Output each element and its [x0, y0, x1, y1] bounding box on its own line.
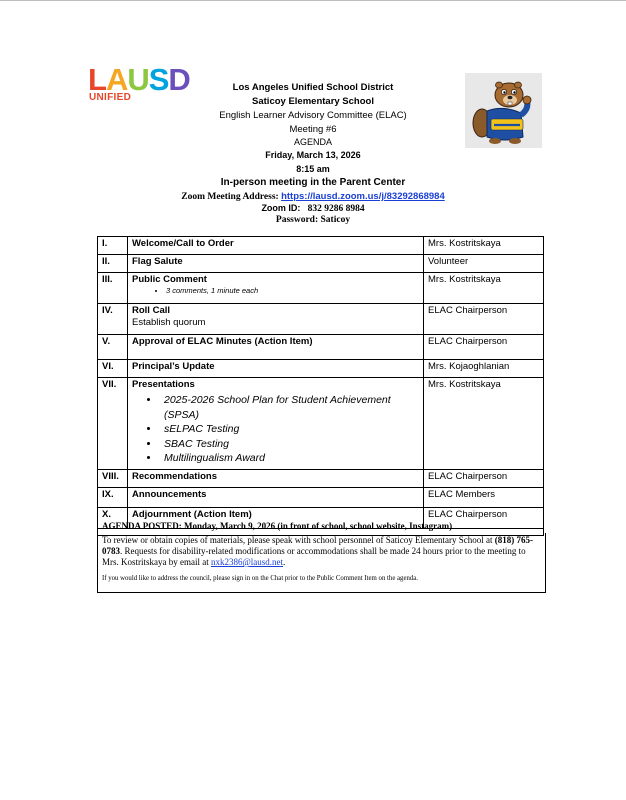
notice-period: . [283, 557, 286, 567]
page-top-border [0, 0, 626, 1]
school-phone: (818) 765-0783 [102, 535, 534, 556]
school-name: Saticoy Elementary School [252, 96, 374, 107]
presentation-item: • sELPAC Testing [160, 422, 419, 437]
agenda-item-title: Flag Salute [132, 256, 183, 267]
presentation-item: • Multilingualism Award [160, 451, 419, 466]
agenda-item-number: IX. [98, 487, 128, 507]
agenda-row [98, 273, 544, 304]
meeting-time: 8:15 am [296, 164, 330, 174]
agenda-item-number: VIII. [98, 469, 128, 487]
contact-email-link[interactable]: nxk2386@lausd.net [210, 557, 284, 567]
agenda-item-title: Public Comment [132, 274, 207, 285]
agenda-posted-line: AGENDA POSTED: Monday, March 9, 2026 (in front of school, school website, Instagram) [97, 519, 544, 536]
agenda-row [98, 335, 544, 360]
agenda-item-title: Principal’s Update [132, 361, 215, 372]
meeting-number: Meeting #6 [289, 124, 337, 135]
password-line [0, 215, 626, 226]
agenda-item-lead: Mrs. Kostritskaya [424, 378, 544, 470]
agenda-row [98, 378, 544, 470]
agenda-item-number: VII. [98, 378, 128, 470]
agenda-item-title: Recommendations [132, 470, 217, 482]
agenda-row [98, 237, 544, 255]
district-name: Los Angeles Unified School District [232, 82, 394, 93]
agenda-item-lead: ELAC Chairperson [424, 469, 544, 487]
password-value: Saticoy [320, 215, 351, 225]
agenda-item-note: • 3 comments, 1 minute each [166, 286, 419, 296]
agenda-item-lead: ELAC Chairperson [424, 304, 544, 335]
notice-text-start: To review or obtain copies of materials, please speak with school personnel of Saticoy Elementary School at [102, 535, 495, 545]
presentation-item: • 2025-2026 School Plan for Student Achievement (SPSA) [160, 393, 419, 422]
agenda-row [98, 469, 544, 487]
agenda-item-number: II. [98, 255, 128, 273]
zoom-id-label: Zoom ID: [261, 203, 301, 213]
agenda-item-lead: Mrs. Kojaoghlanian [424, 360, 544, 378]
meeting-date: Friday, March 13, 2026 [265, 150, 361, 160]
logo-letter: U [127, 62, 149, 97]
agenda-item-lead: ELAC Members [424, 487, 544, 507]
agenda-item-number: III. [98, 273, 128, 304]
zoom-id-line [0, 203, 626, 215]
agenda-row [98, 255, 544, 273]
logo-letter: D [168, 62, 190, 97]
agenda-item-number: VI. [98, 360, 128, 378]
agenda-item-number: I. [98, 237, 128, 255]
logo-letter: L [88, 62, 106, 97]
agenda-table [97, 236, 544, 529]
agenda-item-number: V. [98, 335, 128, 360]
agenda-item-lead: Mrs. Kostritskaya [424, 237, 544, 255]
materials-notice [97, 533, 546, 593]
agenda-item-title: Approval of ELAC Minutes (Action Item) [132, 336, 313, 347]
agenda-item-lead: ELAC Chairperson [424, 335, 544, 360]
zoom-address-label: Zoom Meeting Address: [181, 192, 279, 202]
meeting-location: In-person meeting in the Parent Center [220, 177, 406, 188]
agenda-row [98, 360, 544, 378]
agenda-item-lead: ELAC Chairperson [424, 507, 544, 528]
agenda-item-detail: Establish quorum [132, 317, 206, 328]
logo-subtitle: UNIFIED [89, 92, 132, 103]
agenda-item-title: Welcome/Call to Order [132, 238, 234, 249]
agenda-item-title: Presentations [132, 379, 195, 390]
agenda-item-title: Announcements [132, 488, 207, 500]
agenda-row [98, 487, 544, 507]
agenda-item-title: Roll Call [132, 305, 171, 316]
agenda-heading: AGENDA [293, 137, 332, 147]
agenda-row [98, 304, 544, 335]
zoom-address-line [0, 191, 626, 203]
agenda-item-number: X. [98, 507, 128, 528]
presentation-list [132, 393, 419, 466]
agenda-item-number: IV. [98, 304, 128, 335]
agenda-item-title: Adjournment (Action Item) [132, 508, 252, 520]
presentation-item: • SBAC Testing [160, 437, 419, 452]
zoom-link[interactable]: https://lausd.zoom.us/j/83292868984 [281, 191, 445, 202]
agenda-item-notes [132, 286, 419, 296]
notice-text-end: . Requests for disability-related modifications or accommodations shall be made 24 hours prior to the meeting to Mrs. Kostritskaya by email at [102, 546, 526, 567]
logo-letter: S [148, 62, 169, 97]
logo-letter: A [105, 62, 128, 97]
committee-name: English Learner Advisory Committee (ELAC) [219, 110, 407, 121]
password-label: Password: [275, 215, 319, 225]
zoom-id-value: 832 9286 8984 [307, 204, 365, 214]
chat-signin-note: If you would like to address the council, please sign in on the Chat prior to the Public Comment Item on the agenda. [102, 575, 418, 582]
agenda-item-lead: Mrs. Kostritskaya [424, 273, 544, 304]
agenda-item-lead: Volunteer [424, 255, 544, 273]
